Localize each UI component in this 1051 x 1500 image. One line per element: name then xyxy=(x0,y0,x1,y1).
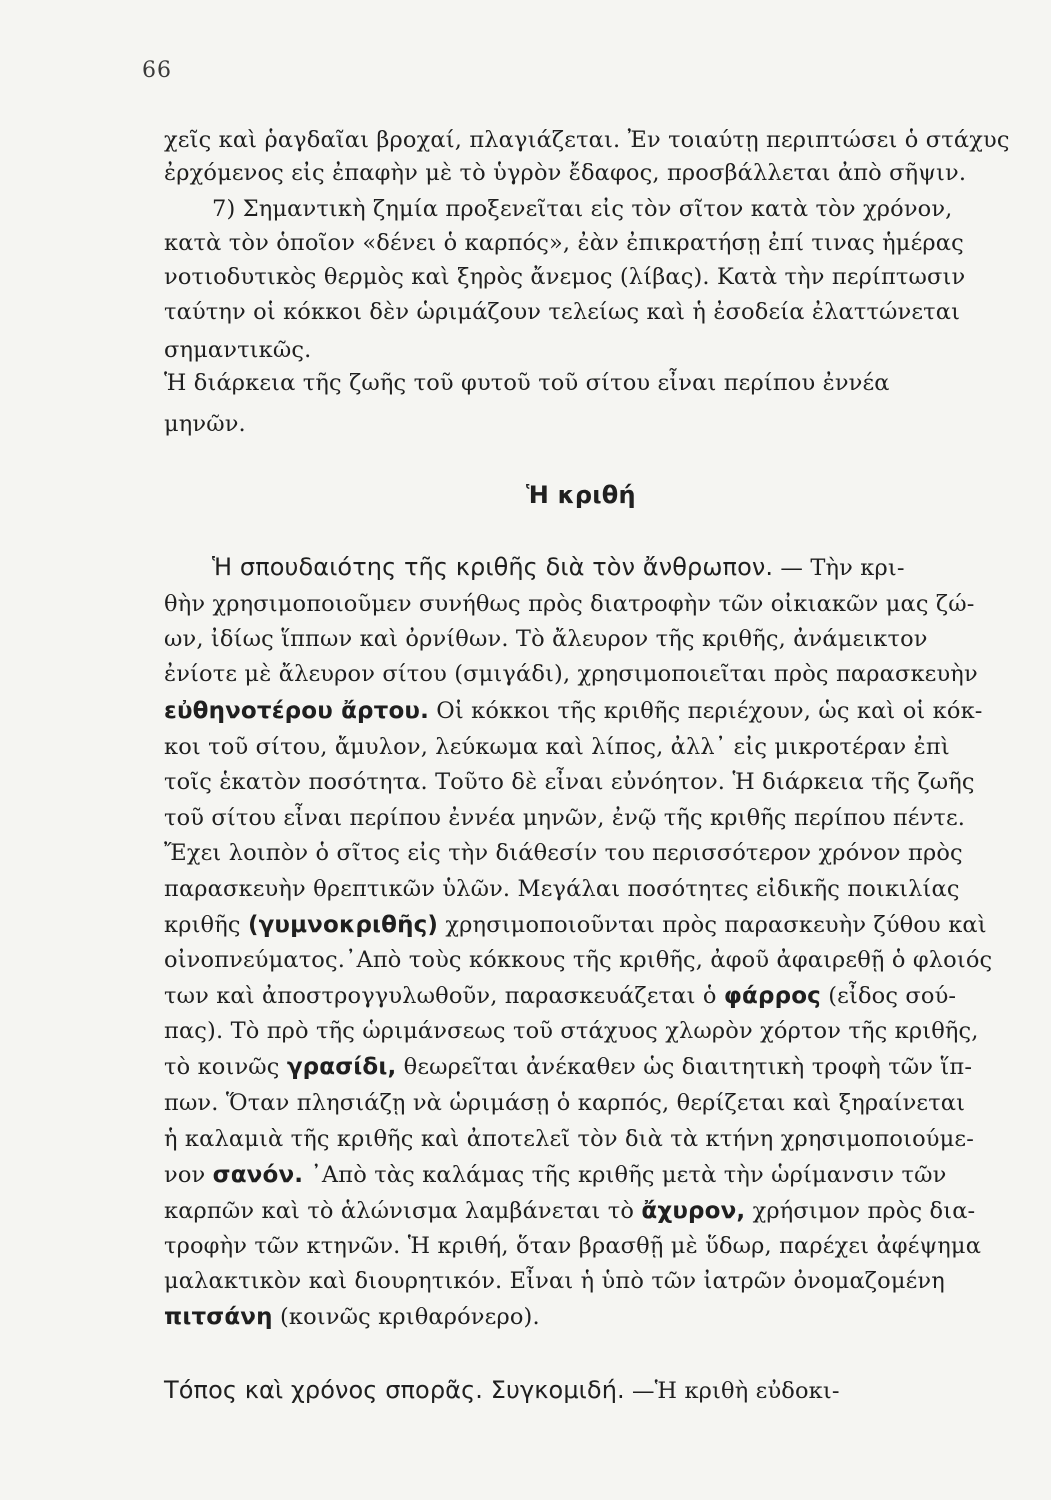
text-fragment: τὸ κοινῶς xyxy=(164,1054,287,1080)
text-line: μηνῶν. xyxy=(164,411,246,437)
text-fragment: χρήσιμον πρὸς δια- xyxy=(745,1198,976,1224)
text-fragment: νον xyxy=(164,1162,213,1188)
text-fragment: —Ἡ κριθὴ εὐδοκι- xyxy=(624,1378,840,1404)
text-line: ων, ἰδίως ἵππων καὶ ὀρνίθων. Τὸ ἄλευρον τῆς κριθῆς, ἀνάμεικτον xyxy=(164,626,928,652)
text-line: 7) Σημαντικὴ ζημία προξενεῖται εἰς τὸν σῖτον κατὰ τὸν χρόνον, xyxy=(212,196,953,222)
text-line xyxy=(164,982,1016,1010)
section-heading: Ἡ κριθή xyxy=(526,481,636,509)
text-line: παρασκευὴν θρεπτικῶν ὑλῶν. Μεγάλαι ποσότητες εἰδικῆς ποικιλίας xyxy=(164,876,960,902)
text-line xyxy=(164,1376,1016,1405)
text-line: κοι τοῦ σίτου, ἄμυλον, λεύκωμα καὶ λίπος, ἀλλ᾽ εἰς μικροτέραν ἐπὶ xyxy=(164,734,950,760)
text-fragment: (εἶδος σού- xyxy=(820,983,957,1009)
emphasis-text: ἄχυρον, xyxy=(641,1198,746,1224)
text-line: τοῖς ἑκατὸν ποσότητα. Τοῦτο δὲ εἶναι εὐνόητον. Ἡ διάρκεια τῆς ζωῆς xyxy=(164,769,975,795)
page-number: 66 xyxy=(142,58,172,83)
text-line: οἰνοπνεύματος.᾽Απὸ τοὺς κόκκους τῆς κριθῆς, ἀφοῦ ἀφαιρεθῇ ὁ φλοιός xyxy=(164,947,993,973)
text-line xyxy=(164,1303,1016,1331)
text-line xyxy=(212,553,1016,582)
text-line: Ἔχει λοιπὸν ὁ σῖτος εἰς τὴν διάθεσίν του περισσότερον χρόνον πρὸς xyxy=(164,840,963,866)
text-fragment: ᾿Απὸ τὰς καλάμας τῆς κριθῆς μετὰ τὴν ὡρίμανσιν τῶν xyxy=(303,1162,947,1188)
subheading-text: Ἡ σπουδαιότης τῆς κριθῆς διὰ τὸν ἄνθρωπον. xyxy=(212,553,774,581)
emphasis-text: (γυμνοκριθῆς) xyxy=(247,912,439,938)
text-line xyxy=(164,1161,1016,1189)
emphasis-text: πιτσάνη xyxy=(164,1304,273,1330)
text-line: τροφὴν τῶν κτηνῶν. Ἡ κριθή, ὅταν βρασθῇ μὲ ὕδωρ, παρέχει ἀφέψημα xyxy=(164,1233,982,1259)
text-line: μαλακτικὸν καὶ διουρητικόν. Εἶναι ἡ ὑπὸ τῶν ἰατρῶν ὀνομαζομένη xyxy=(164,1268,945,1294)
text-line: νοτιοδυτικὸς θερμὸς καὶ ξηρὸς ἄνεμος (λίβας). Κατὰ τὴν περίπτωσιν xyxy=(164,264,966,290)
text-line: ἐνίοτε μὲ ἄλευρον σίτου (σμιγάδι), χρησιμοποιεῖται πρὸς παρασκευὴν xyxy=(164,661,978,687)
emphasis-text: εὐθηνοτέρου ἄρτου. xyxy=(164,698,429,724)
emphasis-text: σανόν. xyxy=(212,1162,304,1188)
text-fragment: θεωρεῖται ἀνέκαθεν ὡς διαιτητικὴ τροφὴ τῶν ἵπ- xyxy=(396,1054,973,1080)
text-line: χεῖς καὶ ῥαγδαῖαι βροχαί, πλαγιάζεται. Ἐν τοιαύτῃ περιπτώσει ὁ στάχυς xyxy=(164,127,1010,153)
text-fragment: (κοινῶς κριθαρόνερο). xyxy=(272,1304,540,1330)
text-line: κατὰ τὸν ὁποῖον «δένει ὁ καρπός», ἐὰν ἐπικρατήσῃ ἐπί τινας ἡμέρας xyxy=(164,230,964,256)
text-line xyxy=(164,697,1016,725)
text-fragment: καρπῶν καὶ τὸ ἁλώνισμα λαμβάνεται τὸ xyxy=(164,1198,642,1224)
text-fragment: κριθῆς xyxy=(164,912,248,938)
emphasis-text: γρασίδι, xyxy=(286,1054,397,1080)
text-fragment: χρησιμοποιοῦνται πρὸς παρασκευὴν ζύθου καὶ xyxy=(438,912,987,938)
text-line: πων. Ὅταν πλησιάζῃ νὰ ὡριμάσῃ ὁ καρπός, θερίζεται καὶ ξηραίνεται xyxy=(164,1090,966,1116)
text-fragment: — Τὴν κρι- xyxy=(773,555,905,581)
text-line: ἡ καλαμιὰ τῆς κριθῆς καὶ ἀποτελεῖ τὸν διὰ τὰ κτήνη χρησιμοποιούμε- xyxy=(164,1126,974,1152)
text-line: ἐρχόμενος εἰς ἐπαφὴν μὲ τὸ ὑγρὸν ἔδαφος, προσβάλλεται ἀπὸ σῆψιν. xyxy=(164,160,967,186)
text-line: θὴν χρησιμοποιοῦμεν συνήθως πρὸς διατροφὴν τῶν οἰκιακῶν μας ζώ- xyxy=(164,591,975,617)
text-line xyxy=(164,1197,1016,1225)
text-line: τοῦ σίτου εἶναι περίπου ἐννέα μηνῶν, ἐνῷ τῆς κριθῆς περίπου πέντε. xyxy=(164,805,966,831)
text-fragment: των καὶ ἀποστρογγυλωθοῦν, παρασκευάζεται ὁ xyxy=(164,983,724,1009)
subheading-text: Τόπος καὶ χρόνος σπορᾶς. Συγκομιδή. xyxy=(164,1376,625,1404)
text-line: πας). Τὸ πρὸ τῆς ὡριμάνσεως τοῦ στάχυος χλωρὸν χόρτον τῆς κριθῆς, xyxy=(164,1018,979,1044)
text-line xyxy=(164,911,1016,939)
emphasis-text: φάρρος xyxy=(723,983,821,1009)
text-fragment: Οἱ κόκκοι τῆς κριθῆς περιέχουν, ὡς καὶ οἱ κόκ- xyxy=(428,698,983,724)
text-line xyxy=(164,1053,1016,1081)
text-line: ταύτην οἱ κόκκοι δὲν ὡριμάζουν τελείως καὶ ἡ ἐσοδεία ἐλαττώνεται xyxy=(164,299,961,325)
text-line: σημαντικῶς. xyxy=(164,337,312,363)
text-line: Ἡ διάρκεια τῆς ζωῆς τοῦ φυτοῦ τοῦ σίτου εἶναι περίπου ἐννέα xyxy=(164,370,890,396)
